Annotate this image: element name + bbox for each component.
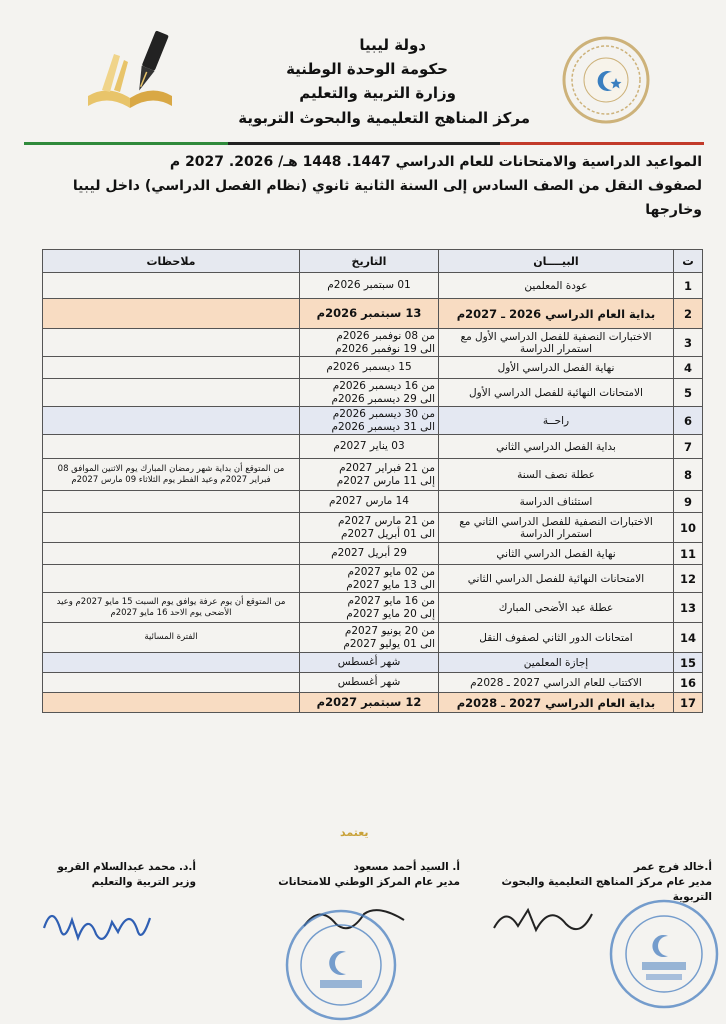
row-notes <box>43 653 300 673</box>
row-date <box>300 299 439 329</box>
row-number: 9 <box>674 491 703 513</box>
row-date <box>300 407 439 435</box>
row-description: عطلة نصف السنة <box>439 459 674 491</box>
table-row <box>43 673 703 693</box>
date-line: من 16 مايو 2027م <box>347 594 435 607</box>
row-number: 7 <box>674 435 703 459</box>
row-number: 6 <box>674 407 703 435</box>
row-number: 16 <box>674 673 703 693</box>
header-government: حكومة الوحدة الوطنية <box>286 60 448 78</box>
row-notes <box>43 379 300 407</box>
row-date <box>300 459 439 491</box>
header-country: دولة ليبيا <box>359 36 426 54</box>
table-row <box>43 653 703 673</box>
approval-label: يعتمد <box>340 826 369 839</box>
row-notes <box>43 273 300 299</box>
row-description: عطلة عيد الأضحى المبارك <box>439 593 674 623</box>
table-row <box>43 491 703 513</box>
row-number: 15 <box>674 653 703 673</box>
row-description: إجازة المعلمين <box>439 653 674 673</box>
row-notes <box>43 357 300 379</box>
row-notes <box>43 299 300 329</box>
date-line: من 21 مارس 2027م <box>338 514 435 527</box>
date-line: من 30 ديسمبر 2026م <box>332 407 435 420</box>
signature-middle <box>270 860 460 890</box>
date-line: الى 19 نوفمبر 2026م <box>335 342 435 355</box>
title-line-2: لصفوف النقل من الصف السادس إلى السنة الثانية ثانوي (نظام الفصل الدراسي) داخل ليبيا <box>72 178 702 194</box>
row-notes <box>43 513 300 543</box>
date-line: 15 ديسمبر 2026م <box>326 361 412 373</box>
table-row <box>43 593 703 623</box>
row-notes <box>43 693 300 713</box>
schedule-table <box>42 249 703 713</box>
row-date <box>300 435 439 459</box>
row-notes <box>43 565 300 593</box>
table-row <box>43 693 703 713</box>
signature-left-name: أ.د. محمد عبدالسلام القريو <box>57 861 196 873</box>
header-num: ت <box>674 250 703 273</box>
date-line: 01 سبتمبر 2026م <box>327 279 411 291</box>
date-line: 14 مارس 2027م <box>328 495 409 507</box>
row-date <box>300 273 439 299</box>
date-line: من 16 ديسمبر 2026م <box>332 379 435 392</box>
date-line: الى 31 ديسمبر 2026م <box>331 420 435 433</box>
table-row <box>43 299 703 329</box>
row-notes: الفترة المسائية <box>43 623 300 653</box>
header-date: التاريخ <box>300 250 439 273</box>
date-line: شهر أغسطس <box>337 676 401 688</box>
row-notes <box>43 673 300 693</box>
row-number: 8 <box>674 459 703 491</box>
table-row <box>43 357 703 379</box>
row-notes: من المتوقع أن بداية شهر رمضان المبارك يوم الاثنين الموافق 08 فبراير 2027م وعيد الفطر يوم الثلاثاء 09 مارس 2027م <box>43 459 300 491</box>
signature-right-title: مدير عام مركز المناهج التعليمية والبحوث التربوية <box>501 876 712 903</box>
row-number: 14 <box>674 623 703 653</box>
row-description: بداية العام الدراسي 2026 ـ 2027م <box>439 299 674 329</box>
row-date <box>300 491 439 513</box>
row-number: 10 <box>674 513 703 543</box>
table-row <box>43 407 703 435</box>
row-description: الاكتتاب للعام الدراسي 2027 ـ 2028م <box>439 673 674 693</box>
row-date <box>300 623 439 653</box>
header-desc: البيــــان <box>439 250 674 273</box>
row-date <box>300 693 439 713</box>
row-date <box>300 593 439 623</box>
row-date <box>300 357 439 379</box>
row-date <box>300 513 439 543</box>
row-date <box>300 379 439 407</box>
date-line: 03 يناير 2027م <box>333 440 405 452</box>
date-line: شهر أغسطس <box>337 656 401 668</box>
title-line-1: المواعيد الدراسية والامتحانات للعام الدراسي 1447. 1448 هـ/ 2026. 2027 م <box>169 154 702 170</box>
date-line: 12 سبتمبر 2027م <box>316 695 422 709</box>
row-number: 2 <box>674 299 703 329</box>
table-header-row <box>43 250 703 273</box>
date-line: 13 سبتمبر 2026م <box>316 306 422 320</box>
date-line: 29 أبريل 2027م <box>331 547 407 559</box>
handwritten-signature-left <box>38 898 158 954</box>
flag-divider <box>24 142 704 145</box>
row-notes <box>43 543 300 565</box>
row-description: استئناف الدراسة <box>439 491 674 513</box>
row-description: الاختبارات النصفية للفصل الدراسي الأول مع استمرار الدراسة <box>439 329 674 357</box>
date-line: إلى 11 مارس 2027م <box>336 474 435 487</box>
row-date <box>300 653 439 673</box>
row-description: راحــة <box>439 407 674 435</box>
row-description: نهاية الفصل الدراسي الثاني <box>439 543 674 565</box>
row-description: بداية الفصل الدراسي الثاني <box>439 435 674 459</box>
book-pen-logo <box>84 26 180 122</box>
header-center: مركز المناهج التعليمية والبحوث التربوية <box>238 109 530 127</box>
date-line: من 02 مايو 2027م <box>347 565 435 578</box>
table-row <box>43 513 703 543</box>
row-notes <box>43 329 300 357</box>
header-notes: ملاحظات <box>43 250 300 273</box>
handwritten-signature-right <box>488 898 598 942</box>
table-row <box>43 623 703 653</box>
row-description: الامتحانات النهائية للفصل الدراسي الأول <box>439 379 674 407</box>
signature-left-title: وزير التربية والتعليم <box>91 876 196 888</box>
table-row <box>43 329 703 357</box>
row-notes <box>43 435 300 459</box>
date-line: الى 29 ديسمبر 2026م <box>331 392 435 405</box>
row-description: الاختبارات النصفية للفصل الدراسي الثاني مع استمرار الدراسة <box>439 513 674 543</box>
row-description: الامتحانات النهائية للفصل الدراسي الثاني <box>439 565 674 593</box>
table-row <box>43 543 703 565</box>
row-description: امتحانات الدور الثاني لصفوف النقل <box>439 623 674 653</box>
table-row <box>43 379 703 407</box>
official-stamp-right <box>606 896 722 1012</box>
row-number: 5 <box>674 379 703 407</box>
header-ministry: وزارة التربية والتعليم <box>299 84 456 102</box>
official-stamp-middle <box>282 906 400 1024</box>
date-line: من 20 يونيو 2027م <box>344 624 435 637</box>
row-notes: من المتوقع أن يوم عرفة يوافق يوم السبت 15 مايو 2027م وعيد الأضحى يوم الاحد 16 مايو 2027م <box>43 593 300 623</box>
signature-middle-name: أ. السيد أحمد مسعود <box>353 861 460 873</box>
row-description: عودة المعلمين <box>439 273 674 299</box>
date-line: الى 01 أبريل 2027م <box>340 527 435 540</box>
row-number: 1 <box>674 273 703 299</box>
date-line: الى 01 يوليو 2027م <box>343 637 435 650</box>
title-line-3: وخارجها <box>645 202 702 218</box>
row-number: 17 <box>674 693 703 713</box>
date-line: من 08 نوفمبر 2026م <box>336 329 435 342</box>
signature-middle-title: مدير عام المركز الوطني للامتحانات <box>278 876 460 888</box>
row-date <box>300 565 439 593</box>
row-number: 4 <box>674 357 703 379</box>
row-notes <box>43 491 300 513</box>
row-notes <box>43 407 300 435</box>
row-number: 11 <box>674 543 703 565</box>
row-number: 13 <box>674 593 703 623</box>
row-date <box>300 329 439 357</box>
libya-seal-icon <box>560 34 652 126</box>
row-number: 12 <box>674 565 703 593</box>
row-description: بداية العام الدراسي 2027 ـ 2028م <box>439 693 674 713</box>
signature-right-name: أ.خالد فرج عمر <box>633 861 712 873</box>
date-line: الى 13 مايو 2027م <box>346 578 435 591</box>
table-row <box>43 459 703 491</box>
row-description: نهاية الفصل الدراسي الأول <box>439 357 674 379</box>
date-line: من 21 فبراير 2027م <box>339 461 435 474</box>
row-date <box>300 673 439 693</box>
table-row <box>43 273 703 299</box>
date-line: إلى 20 مايو 2027م <box>346 607 435 620</box>
table-row <box>43 565 703 593</box>
table-row <box>43 435 703 459</box>
row-date <box>300 543 439 565</box>
signature-left <box>36 860 196 890</box>
row-number: 3 <box>674 329 703 357</box>
